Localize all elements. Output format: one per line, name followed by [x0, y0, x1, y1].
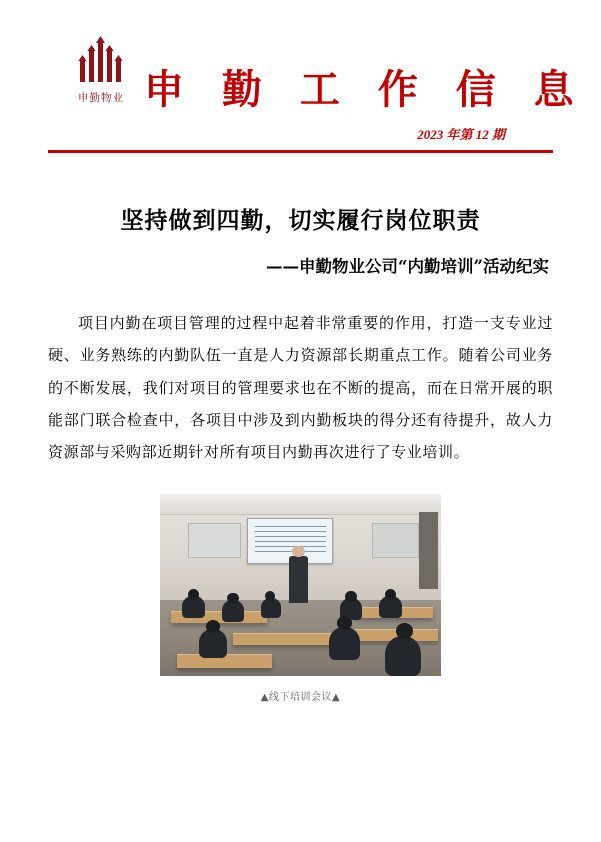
article — [48, 160, 553, 703]
article-figure — [48, 494, 553, 703]
article-paragraph: 项目内勤在项目管理的过程中起着非常重要的作用，打造一支专业过硬、业务熟练的内勤队伍一直是人力资源部长期重点工作。随着公司业务的不断发展，我们对项目的管理要求也在不断的提高，而在日常开展的职能部门联合检查中，各项目中涉及到内勤板块的得分还有待提升，故人力资源部与采购部近期针对所有项目内勤再次进行了专业培训。 — [48, 314, 553, 461]
article-subhead: ——申勤物业公司“内勤培训”活动纪实 — [266, 257, 549, 276]
logo-text: 申勤物业 — [78, 93, 124, 104]
training-meeting-photo — [160, 494, 441, 676]
masthead — [48, 0, 586, 150]
logo-mark-icon — [70, 36, 132, 86]
divider-line — [48, 150, 553, 153]
masthead-divider — [48, 150, 553, 160]
masthead-title: 申 勤 工 作 信 息 — [144, 66, 586, 113]
company-logo — [58, 36, 144, 105]
article-headline: 坚持做到四勤，切实履行岗位职责 — [120, 207, 481, 234]
figure-caption: ▲线下培训会议▲ — [260, 692, 341, 704]
issue-number: 2023 年第 12 期 — [417, 127, 505, 142]
